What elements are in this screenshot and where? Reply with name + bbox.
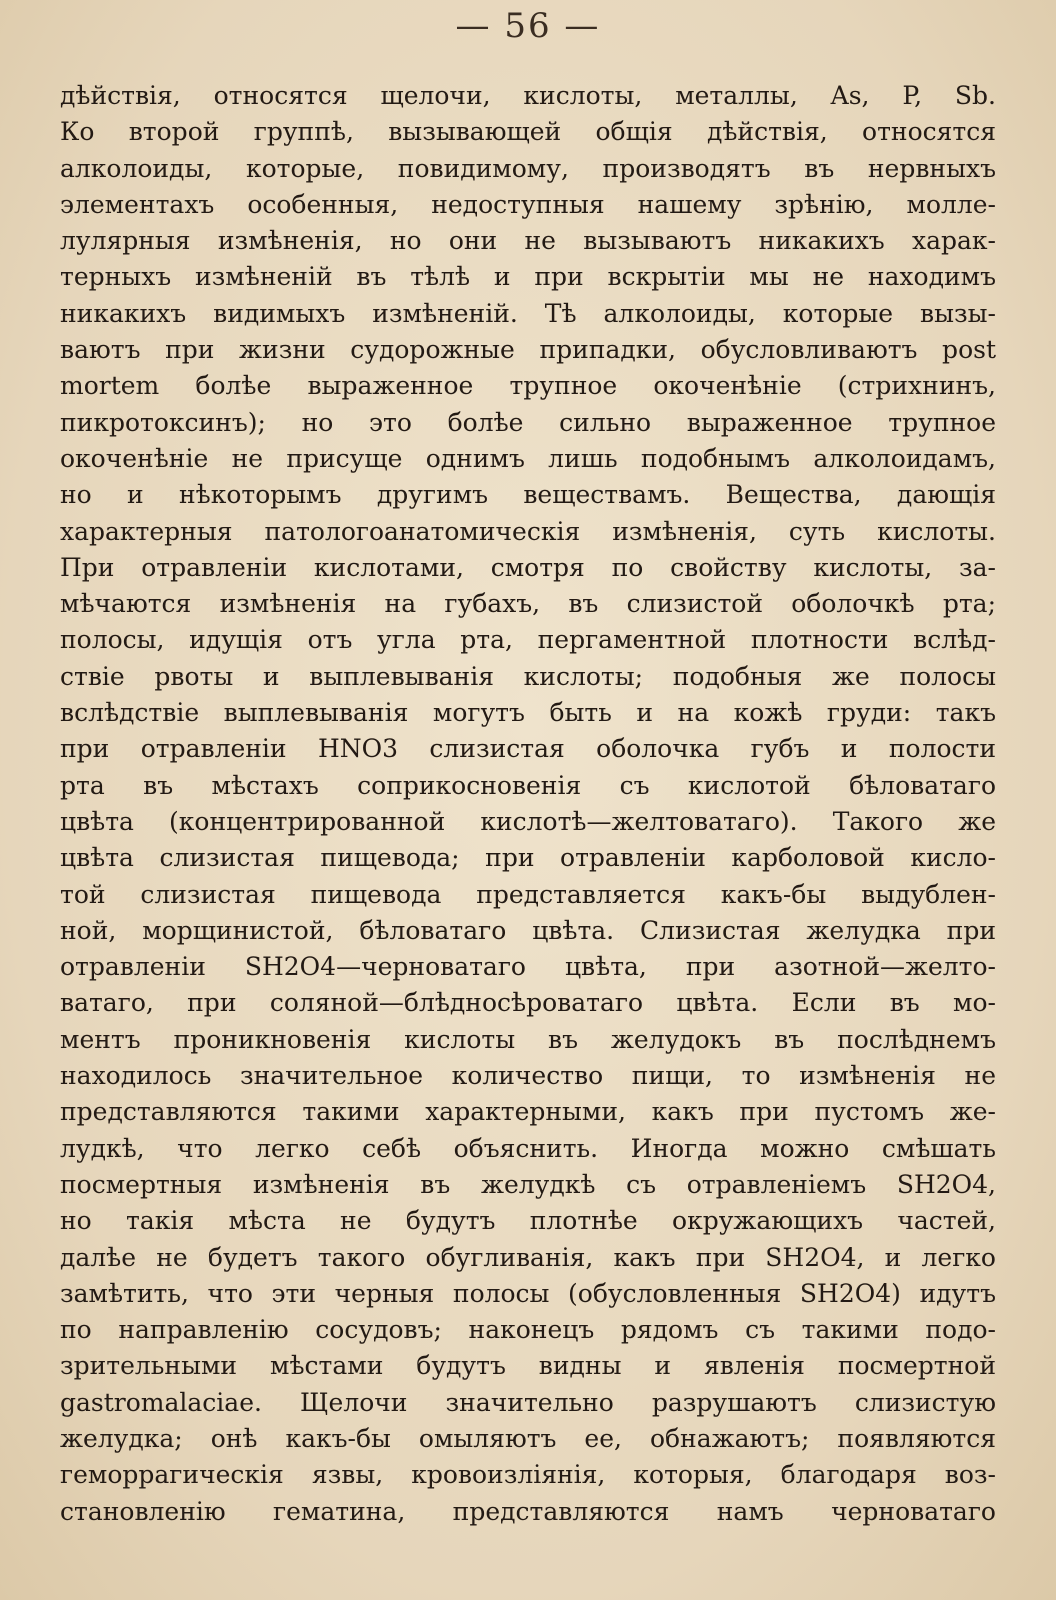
text-line: дѣйствія, относятся щелочи, кислоты, металлы, As, P, Sb. bbox=[60, 81, 996, 110]
text-line: ной, морщинистой, бѣловатаго цвѣта. Слизистая желудка при bbox=[60, 915, 996, 945]
text-line: характерныя патологоанатомическія измѣненія, суть кислоты. bbox=[60, 516, 996, 546]
text-line: той слизистая пищевода представляется какъ-бы выдублен- bbox=[60, 879, 996, 909]
text-line: алколоиды, которые, повидимому, производятъ въ нервныхъ bbox=[60, 153, 996, 183]
page-number: — 56 — bbox=[455, 6, 601, 46]
text-line: никакихъ видимыхъ измѣненій. Тѣ алколоиды, которые вызы- bbox=[60, 298, 996, 328]
text-line: ваютъ при жизни судорожные припадки, обусловливаютъ post bbox=[60, 335, 996, 365]
text-line: замѣтить, что эти черныя полосы (обусловленныя SH2O4) идутъ bbox=[60, 1278, 996, 1308]
text-line: далѣе не будетъ такого обугливанія, какъ при SH2O4, и легко bbox=[60, 1242, 996, 1272]
text-line: цвѣта (концентрированной кислотѣ—желтоватаго). Такого же bbox=[60, 806, 996, 836]
body-text bbox=[60, 78, 996, 1530]
text-line: рта въ мѣстахъ соприкосновенія съ кислотой бѣловатаго bbox=[60, 770, 996, 800]
text-line: лудкѣ, что легко себѣ объяснить. Иногда можно смѣшать bbox=[60, 1133, 996, 1163]
text-line: mortem болѣе выраженное трупное окоченѣніе (стрихнинъ, bbox=[60, 371, 996, 401]
text-line: Ко второй группѣ, вызывающей общія дѣйствія, относятся bbox=[60, 117, 996, 147]
text-line: находилось значительное количество пищи, то измѣненія не bbox=[60, 1061, 996, 1091]
text-line: ствіе рвоты и выплевыванія кислоты; подобныя же полосы bbox=[60, 661, 996, 691]
text-line: геморрагическія язвы, кровоизліянія, которыя, благодаря воз- bbox=[60, 1460, 996, 1490]
text-line: мѣчаются измѣненія на губахъ, въ слизистой оболочкѣ рта; bbox=[60, 589, 996, 619]
text-line: при отравленіи HNO3 слизистая оболочка губъ и полости bbox=[60, 734, 996, 764]
text-line: цвѣта слизистая пищевода; при отравленіи карболовой кисло- bbox=[60, 843, 996, 873]
text-line: терныхъ измѣненій въ тѣлѣ и при вскрытіи мы не находимъ bbox=[60, 262, 996, 292]
text-line: вслѣдствіе выплевыванія могутъ быть и на кожѣ груди: такъ bbox=[60, 698, 996, 728]
text-line: ментъ проникновенія кислоты въ желудокъ въ послѣднемъ bbox=[60, 1024, 996, 1054]
text-line: посмертныя измѣненія въ желудкѣ съ отравленіемъ SH2O4, bbox=[60, 1169, 996, 1199]
text-line: зрительными мѣстами будутъ видны и явленія посмертной bbox=[60, 1351, 996, 1381]
text-line: желудка; онѣ какъ-бы омыляютъ ее, обнажаютъ; появляются bbox=[60, 1423, 996, 1453]
text-line: ватаго, при соляной—блѣдносѣроватаго цвѣта. Если въ мо- bbox=[60, 988, 996, 1018]
text-line: полосы, идущія отъ угла рта, пергаментной плотности вслѣд- bbox=[60, 625, 996, 655]
text-line: но такія мѣста не будутъ плотнѣе окружающихъ частей, bbox=[60, 1206, 996, 1236]
text-line: элементахъ особенныя, недоступныя нашему зрѣнію, молле- bbox=[60, 189, 996, 219]
text-line: по направленію сосудовъ; наконецъ рядомъ съ такими подо- bbox=[60, 1315, 996, 1345]
text-line: gastromalaciae. Щелочи значительно разрушаютъ слизистую bbox=[60, 1387, 996, 1417]
text-line: окоченѣніе не присуще однимъ лишь подобнымъ алколоидамъ, bbox=[60, 443, 996, 473]
text-line: отравленіи SH2O4—черноватаго цвѣта, при азотной—желто- bbox=[60, 952, 996, 982]
text-line: представляются такими характерными, какъ при пустомъ же- bbox=[60, 1097, 996, 1127]
text-line: но и нѣкоторымъ другимъ веществамъ. Вещества, дающія bbox=[60, 480, 996, 510]
text-line: становленію гематина, представляются намъ черноватаго bbox=[60, 1496, 996, 1526]
text-line: лулярныя измѣненія, но они не вызываютъ никакихъ харак- bbox=[60, 226, 996, 256]
text-line: При отравленіи кислотами, смотря по свойству кислоты, за- bbox=[60, 552, 996, 582]
text-line: пикротоксинъ); но это болѣе сильно выраженное трупное bbox=[60, 407, 996, 437]
